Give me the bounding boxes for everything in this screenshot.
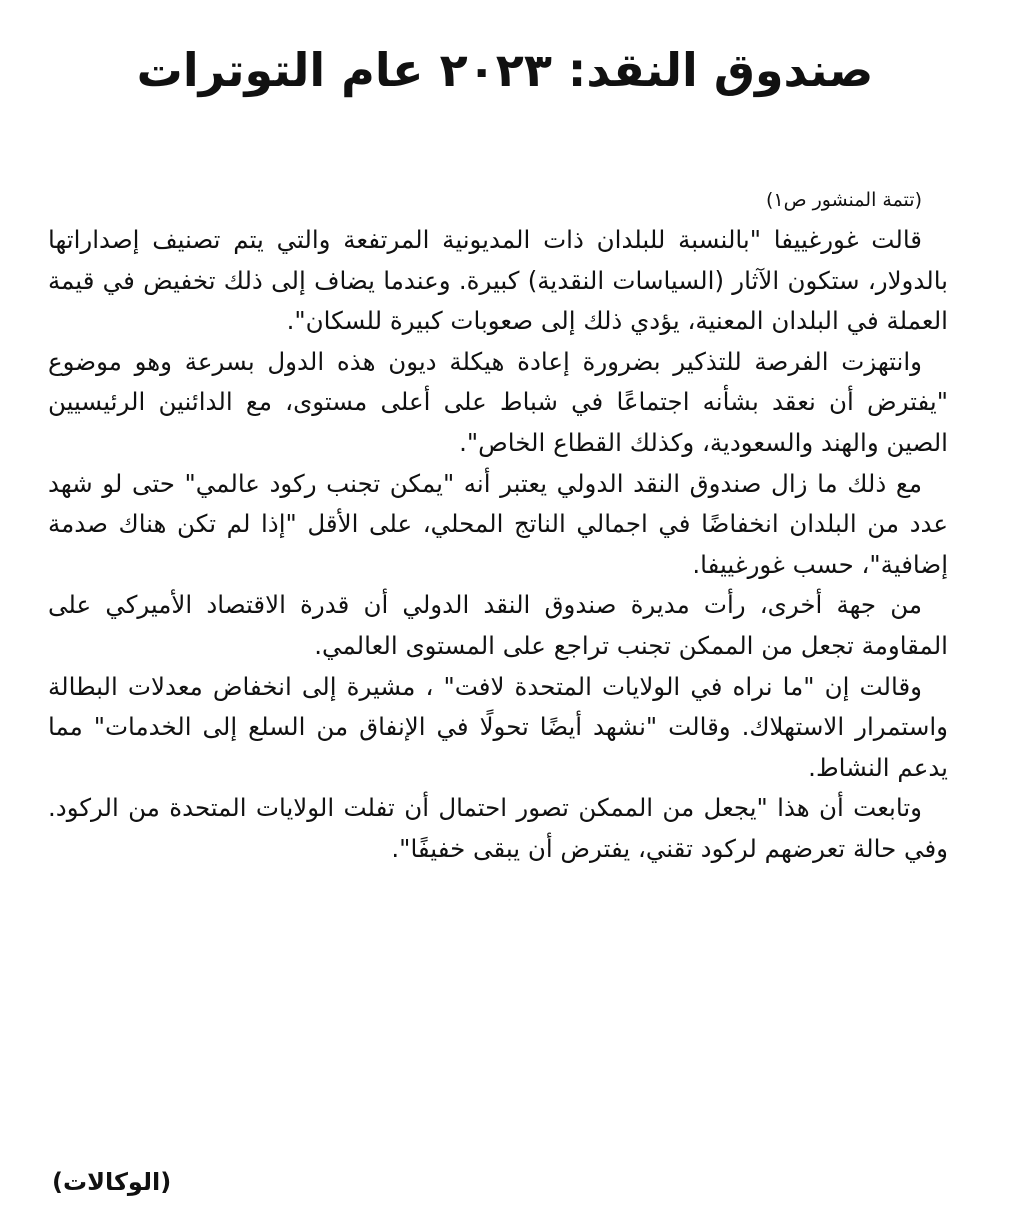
continuation-note: (تتمة المنشور ص١) [765, 189, 922, 211]
article-paragraph: من جهة أخرى، رأت مديرة صندوق النقد الدولي أن قدرة الاقتصاد الأميركي على المقاومة تجعل من الممكن تجنب تراجع على المستوى العالمي. [48, 590, 948, 660]
source-credit: (الوكالات) [52, 1168, 172, 1196]
article-paragraph: وتابعت أن هذا "يجعل من الممكن تصور احتمال أن تفلت الولايات المتحدة من الركود. وفي حالة تعرضهم لركود تقني، يفترض أن يبقى خفيفًا". [48, 793, 948, 863]
article-body [48, 180, 948, 870]
article-paragraph: مع ذلك ما زال صندوق النقد الدولي يعتبر أنه "يمكن تجنب ركود عالمي" حتى لو شهد عدد من البلدان انخفاضًا في اجمالي الناتج المحلي، على الأقل "إذا لم تكن هناك صدمة إضافية"، حسب غورغييفا. [48, 468, 948, 579]
article-headline: صندوق النقد: ٢٠٢٣ عام التوترات [136, 43, 874, 97]
article-paragraph: وانتهزت الفرصة للتذكير بضرورة إعادة هيكلة ديون هذه الدول بسرعة وهو موضوع "يفترض أن نعقد بشأنه اجتماعًا في شباط على أعلى مستوى، مع الدائنين الرئيسيين الصين والهند والسعودية، وكذلك القطاع الخاص". [48, 346, 948, 457]
article-paragraph: وقالت إن "ما نراه في الولايات المتحدة لافت" ، مشيرة إلى انخفاض معدلات البطالة واستمرار الاستهلاك. وقالت "نشهد أيضًا تحولًا في الإنفاق من السلع إلى الخدمات" مما يدعم النشاط. [48, 671, 948, 782]
article-paragraph: قالت غورغييفا "بالنسبة للبلدان ذات المديونية المرتفعة والتي يتم تصنيف إصداراتها بالدولار، ستكون الآثار (السياسات النقدية) كبيرة. وعندما يضاف إلى ذلك تخفيض في قيمة العملة في البلدان المعنية، يؤدي ذلك إلى صعوبات كبيرة للسكان". [48, 225, 948, 336]
